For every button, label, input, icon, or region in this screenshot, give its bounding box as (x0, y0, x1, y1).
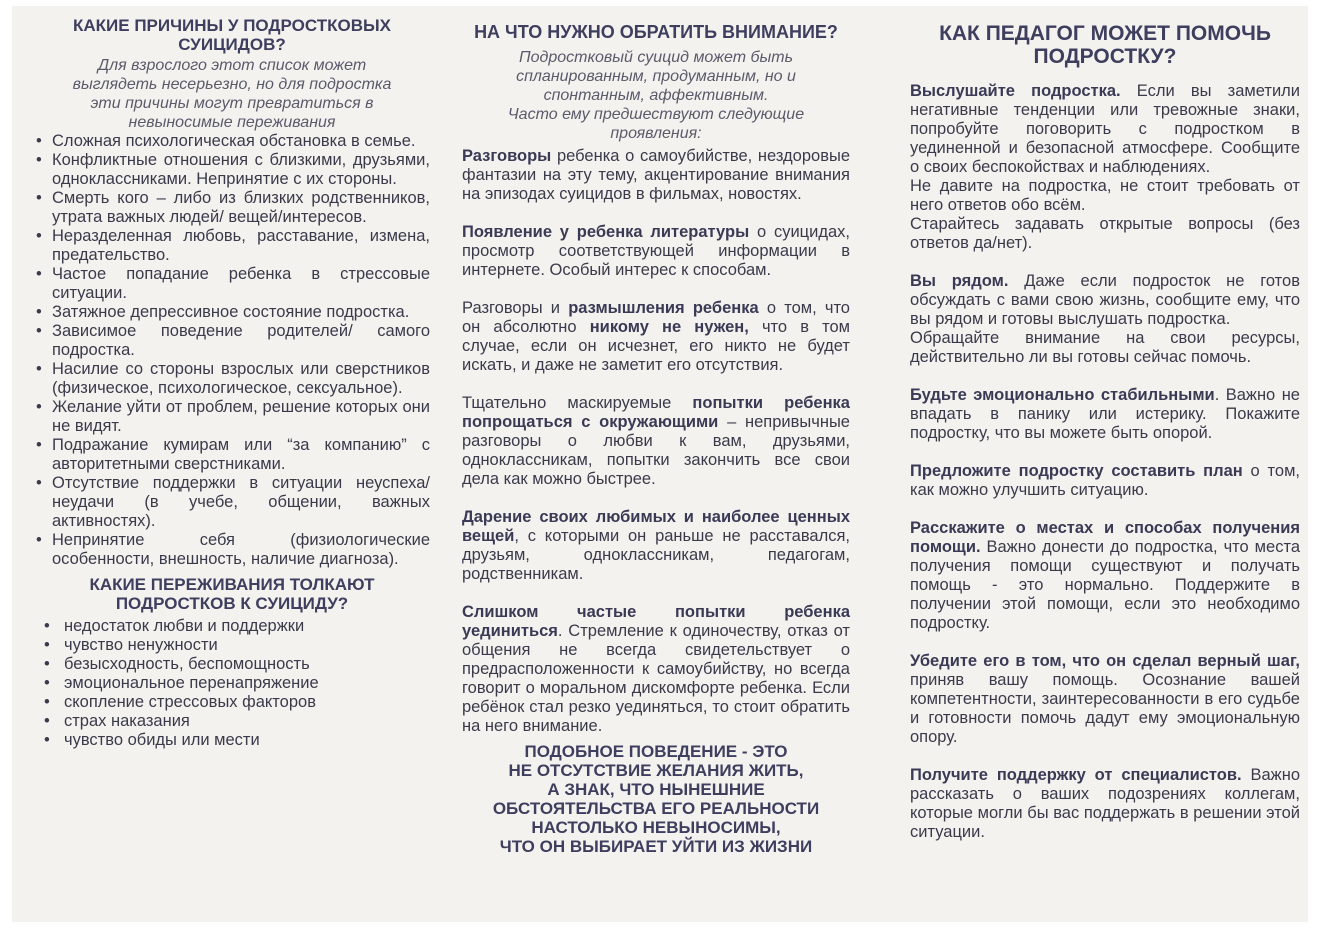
cause-item: • Неразделенная любовь, расставание, измена, предательство. (34, 227, 430, 265)
warning-heading: НА ЧТО НУЖНО ОБРАТИТЬ ВНИМАНИЕ? (474, 22, 838, 42)
final-statement (462, 742, 850, 856)
feeling-item: • чувство обиды или мести (34, 731, 430, 750)
help-be-near: Вы рядом. Даже если подросток не готов обсуждать с вами свою жизнь, сообщите ему, что вы рядом и готовы выслушать подростка. Обращайте внимание на свои ресурсы, действительно ли вы готовы сейчас помочь. (910, 272, 1300, 366)
cause-item: • Конфликтные отношения с близкими, друзьями, одноклассниками. Непринятие с их стороны. (34, 151, 430, 189)
help-heading: КАК ПЕДАГОГ МОЖЕТ ПОМОЧЬ ПОДРОСТКУ? (939, 22, 1271, 68)
cause-item: • Затяжное депрессивное состояние подростка. (34, 303, 430, 322)
causes-heading: КАКИЕ ПРИЧИНЫ У ПОДРОСТКОВЫХ СУИЦИДОВ? (73, 16, 391, 54)
feeling-item: • безысходность, беспомощность (34, 655, 430, 674)
cause-item: • Зависимое поведение родителей/ самого подростка. (34, 322, 430, 360)
sign-farewell: Тщательно маскируемые попытки ребенка попрощаться с окружающими – непривычные разговоры о любви к вам, друзьями, одноклассникам, попытки закончить все свои дела как можно быстрее. (462, 394, 850, 488)
cause-item: • Отсутствие поддержки в ситуации неуспеха/неудачи (в учебе, общении, важных активностях). (34, 474, 430, 531)
cause-item: • Сложная психологическая обстановка в семье. (34, 132, 430, 151)
final-line: ЧТО ОН ВЫБИРАЕТ УЙТИ ИЗ ЖИЗНИ (499, 837, 813, 856)
final-line: А ЗНАК, ЧТО НЫНЕШНИЕ (547, 780, 765, 799)
warning-intro (462, 48, 850, 143)
feeling-item: • скопление стрессовых факторов (34, 693, 430, 712)
sign-reflections: Разговоры и размышления ребенка о том, что он абсолютно никому не нужен, что в том случае, если он исчезнет, его никто не будет искать, и даже не заметит его отсутствия. (462, 299, 851, 374)
final-line: НЕ ОТСУТСТВИЕ ЖЕЛАНИЯ ЖИТЬ, (508, 761, 804, 780)
help-stable: Будьте эмоционально стабильными. Важно не впадать в панику или истерику. Покажите подростку, что вы можете быть опорой. (910, 386, 1300, 442)
feeling-item: • чувство ненужности (34, 636, 430, 655)
warning-signs-column (462, 22, 850, 856)
warning-intro-line-2: Часто ему предшествуют следующие проявления: (507, 106, 805, 142)
feelings-heading: КАКИЕ ПЕРЕЖИВАНИЯ ТОЛКАЮТ ПОДРОСТКОВ К СУИЦИДУ? (89, 575, 375, 613)
final-line: НАСТОЛЬКО НЕВЫНОСИМЫ, (531, 818, 781, 837)
help-plan: Предложите подростку составить план о том, как можно улучшить ситуацию. (910, 462, 1300, 499)
final-line: ПОДОБНОЕ ПОВЕДЕНИЕ - ЭТО (524, 742, 788, 761)
cause-item: • Частое попадание ребенка в стрессовые ситуации. (34, 265, 430, 303)
feeling-item: • эмоциональное перенапряжение (34, 674, 430, 693)
causes-column (34, 16, 430, 750)
causes-intro: Для взрослого этот список может выглядеть несерьезно, но для подростка эти причины могут превратиться в невыносимые переживания (72, 57, 392, 131)
cause-item: • Подражание кумирам или “за компанию” с авторитетными сверстниками. (34, 436, 430, 474)
feelings-list (34, 617, 430, 750)
warning-intro-line-1: Подростковый суицид может быть спланированным, продуманным, но и спонтанным, аффективным. (516, 49, 796, 104)
help-convince: Убедите его в том, что он сделал верный шаг, приняв вашу помощь. Осознание вашей компетентности, заинтересованности в его судьбе и готовности помочь дадут ему эмоциональную опору. (910, 652, 1300, 746)
leaflet-sheet (12, 6, 1308, 922)
help-specialists: Получите поддержку от специалистов. Важно рассказать о ваших подозрениях коллегам, которые могли бы вас поддержать в решении этой ситуации. (910, 766, 1300, 841)
cause-item: • Насилие со стороны взрослых или сверстников (физическое, психологическое, сексуальное). (34, 360, 430, 398)
final-line: ОБСТОЯТЕЛЬСТВА ЕГО РЕАЛЬНОСТИ (492, 799, 820, 818)
causes-list (34, 132, 430, 569)
sign-gifting: Дарение своих любимых и наиболее ценных вещей, с которыми он раньше не расставался, друзьям, одноклассникам, педагогам, родственникам. (462, 508, 850, 583)
sign-talks: Разговоры ребенка о самоубийстве, нездоровые фантазии на эту тему, акцентирование внимания на эпизодах суицидов в фильмах, новостях. (462, 147, 850, 203)
help-resources: Расскажите о местах и способах получения помощи. Важно донести до подростка, что места получения помощи существуют и получать помощь - это нормально. Поддержите в получении этой помощи, если это необходимо подростку. (910, 519, 1300, 632)
sign-literature: Появление у ребенка литературы о суицидах, просмотр соответствующей информации в интернете. Особый интерес к способам. (462, 223, 850, 279)
feeling-item: • страх наказания (34, 712, 430, 731)
cause-item: • Желание уйти от проблем, решение которых они не видят. (34, 398, 430, 436)
cause-item: • Смерть кого – либо из близких родственников, утрата важных людей/ вещей/интересов. (34, 189, 430, 227)
sign-isolation: Слишком частые попытки ребенка уединиться. Стремление к одиночеству, отказ от общения не всегда свидетельствует о предрасположенности к самоубийству, но всегда говорит о моральном дискомфорте ребенка. Если ребёнок стал резко уединяться, то стоит обратить на него внимание. (462, 603, 850, 735)
help-listen: Выслушайте подростка. Если вы заметили негативные тенденции или тревожные знаки, попробуйте поговорить с подростком в уединенной и безопасной атмосфере. Сообщите о своих беспокойствах и наблюдениях. Не давите на подростка, не стоит требовать от него ответов обо всём. Старайтесь задавать открытые вопросы (без ответов да/нет). (910, 82, 1300, 252)
cause-item: • Непринятие себя (физиологические особенности, внешность, наличие диагноза). (34, 531, 430, 569)
teacher-help-column (910, 22, 1300, 861)
feeling-item: • недостаток любви и поддержки (34, 617, 430, 636)
